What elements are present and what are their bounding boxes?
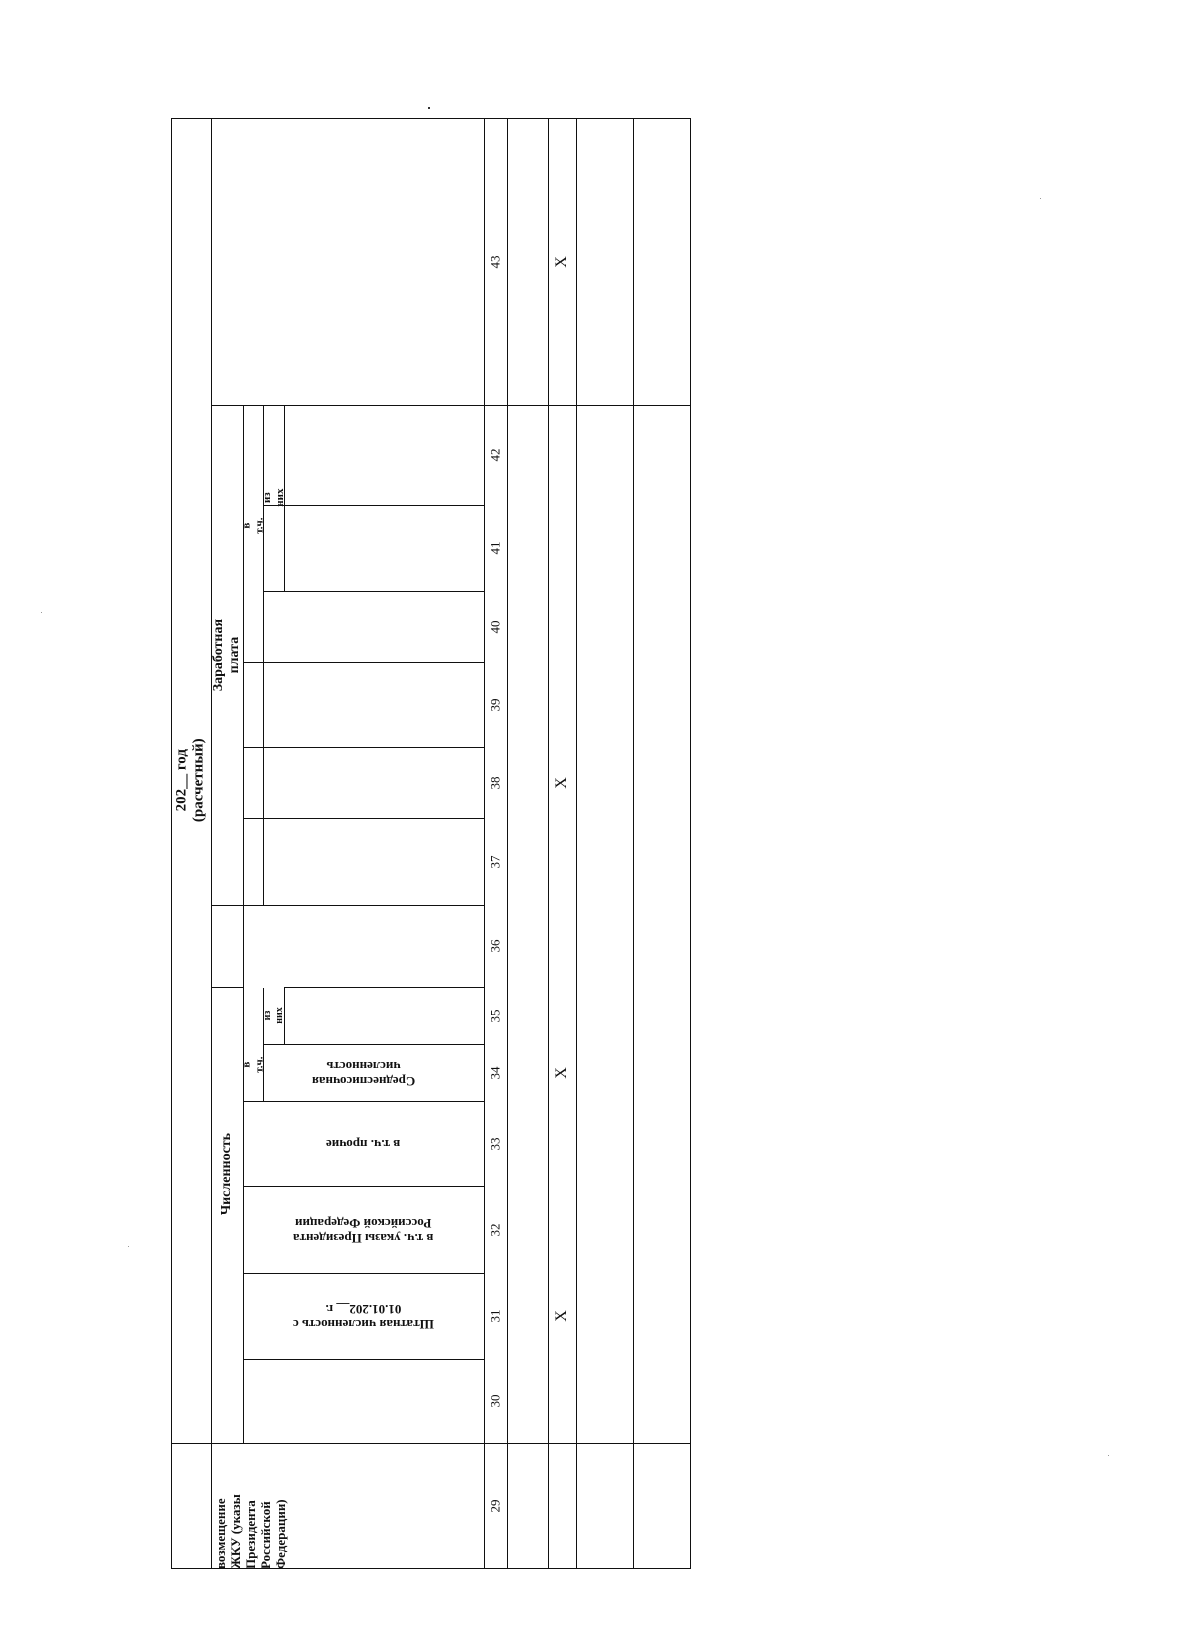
col41-number: 41 xyxy=(487,541,503,555)
col30-number: 30 xyxy=(487,1394,503,1408)
col42-number: 42 xyxy=(487,448,503,462)
col31-number: 31 xyxy=(487,1309,503,1323)
scan-speck xyxy=(1040,198,1041,199)
col34-number: 34 xyxy=(487,1066,503,1079)
page-speck xyxy=(428,107,430,109)
col30-header: Штатная численность с 01.01.202__ г. xyxy=(293,1302,434,1332)
col38-number: 38 xyxy=(487,776,503,789)
salary-of-them-label: из них xyxy=(260,488,286,508)
headcount-group: Численность xyxy=(218,1132,234,1216)
col37-number: 37 xyxy=(487,855,503,868)
col40-number: 40 xyxy=(487,620,503,633)
col35-number: 35 xyxy=(487,1009,503,1022)
headcount-of-them-label: из них xyxy=(262,1007,285,1024)
report-table xyxy=(171,118,691,1569)
x-mark: Х xyxy=(553,1310,570,1322)
col32-header: в т.ч. прочие xyxy=(326,1136,401,1152)
col32-number: 32 xyxy=(487,1223,503,1236)
year-header: 202__ год (расчетный) xyxy=(173,738,208,823)
col39-number: 39 xyxy=(487,698,503,711)
scan-speck xyxy=(128,1246,129,1247)
col33-header: Среднесписочная численность xyxy=(311,1058,416,1089)
col29-header: возмещение ЖКУ (указы Президента Российской Федерации) xyxy=(213,1494,288,1569)
scan-speck xyxy=(1108,1455,1109,1456)
col29-number: 29 xyxy=(487,1499,503,1512)
salary-incl-label: в т.ч. xyxy=(240,517,265,534)
salary-group: Заработная плата xyxy=(210,618,243,692)
scan-speck xyxy=(41,612,42,613)
x-mark: Х xyxy=(553,255,570,268)
col36-number: 36 xyxy=(487,939,503,953)
col43-number: 43 xyxy=(487,255,503,268)
col33-number: 33 xyxy=(487,1137,503,1150)
x-mark: Х xyxy=(553,776,570,789)
col31-header: в т.ч. указы Президента Российской Федерации xyxy=(293,1215,434,1246)
headcount-incl-label: в т.ч. xyxy=(240,1056,265,1073)
x-mark: Х xyxy=(553,1066,570,1079)
